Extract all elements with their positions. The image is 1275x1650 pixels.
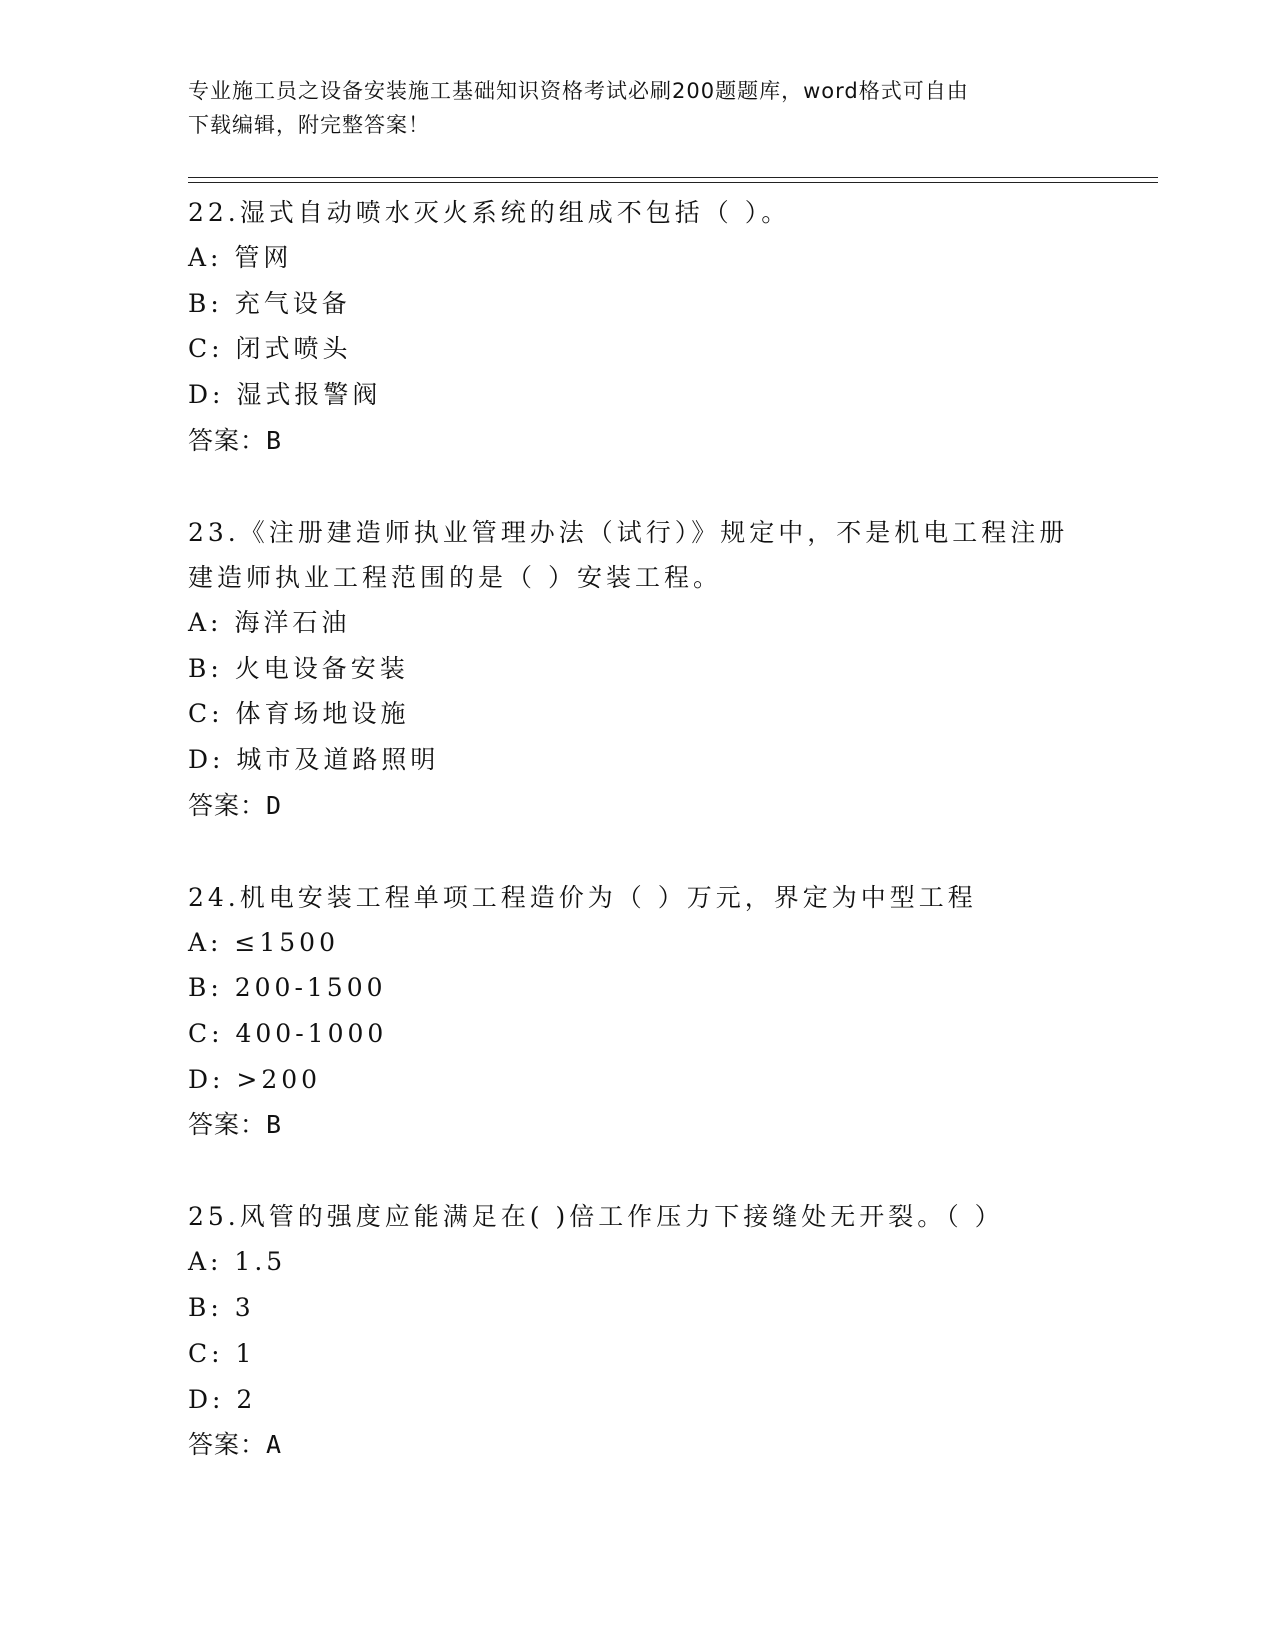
option-b: B: 3: [188, 1293, 255, 1323]
document-header: [188, 74, 1088, 142]
header-divider-bottom: [188, 182, 1158, 183]
question-list: [188, 190, 1088, 1514]
answer-value: A: [266, 1430, 282, 1460]
option-c: C: 闭式喷头: [188, 334, 352, 364]
answer-line: [188, 783, 1088, 828]
question-25: [188, 1194, 1088, 1467]
option-d: D: 城市及道路照明: [188, 744, 440, 774]
answer-line: [188, 418, 1088, 463]
option-a: A: ≤1500: [188, 927, 339, 957]
question-stem: 22.湿式自动喷水灭火系统的组成不包括（ ）。: [188, 198, 791, 227]
header-divider-top: [188, 177, 1158, 178]
question-22: [188, 190, 1088, 463]
answer-label: 答案：: [188, 1430, 267, 1460]
answer-value: B: [266, 425, 282, 455]
question-stem: 25.风管的强度应能满足在( )倍工作压力下接缝处无开裂。（ ）: [188, 1202, 1004, 1232]
answer-label: 答案：: [188, 425, 267, 455]
answer-line: [188, 1422, 1088, 1467]
question-23: [188, 510, 1088, 828]
answer-label: 答案：: [188, 1110, 267, 1140]
option-d: D: >200: [188, 1064, 322, 1094]
option-c: C: 400-1000: [188, 1019, 388, 1049]
option-a: A: 1.5: [188, 1247, 287, 1277]
question-stem: 23.《注册建造师执业管理办法（试行）》规定中，不是机电工程注册: [188, 517, 1069, 547]
answer-value: D: [266, 790, 282, 820]
option-c: C: 体育场地设施: [188, 699, 410, 729]
option-d: D: 湿式报警阀: [188, 380, 382, 410]
option-c: C: 1: [188, 1338, 256, 1368]
answer-label: 答案：: [188, 790, 267, 820]
option-b: B: 充气设备: [188, 288, 351, 318]
question-stem-continued: 建造师执业工程范围的是（ ）安装工程。: [188, 562, 722, 592]
question-stem: 24.机电安装工程单项工程造价为（ ）万元，界定为中型工程: [188, 882, 977, 912]
option-a: A: 海洋石油: [188, 607, 351, 637]
answer-value: B: [266, 1110, 282, 1140]
option-b: B: 200-1500: [188, 973, 387, 1003]
option-a: A: 管网: [188, 243, 293, 272]
option-b: B: 火电设备安装: [188, 653, 409, 683]
answer-line: [188, 1102, 1088, 1147]
option-d: D: 2: [188, 1384, 257, 1414]
header-line-1: 专业施工员之设备安装施工基础知识资格考试必刷200题题库，word格式可自由: [188, 79, 969, 103]
header-line-2: 下载编辑，附完整答案！: [188, 113, 430, 137]
question-24: [188, 875, 1088, 1148]
